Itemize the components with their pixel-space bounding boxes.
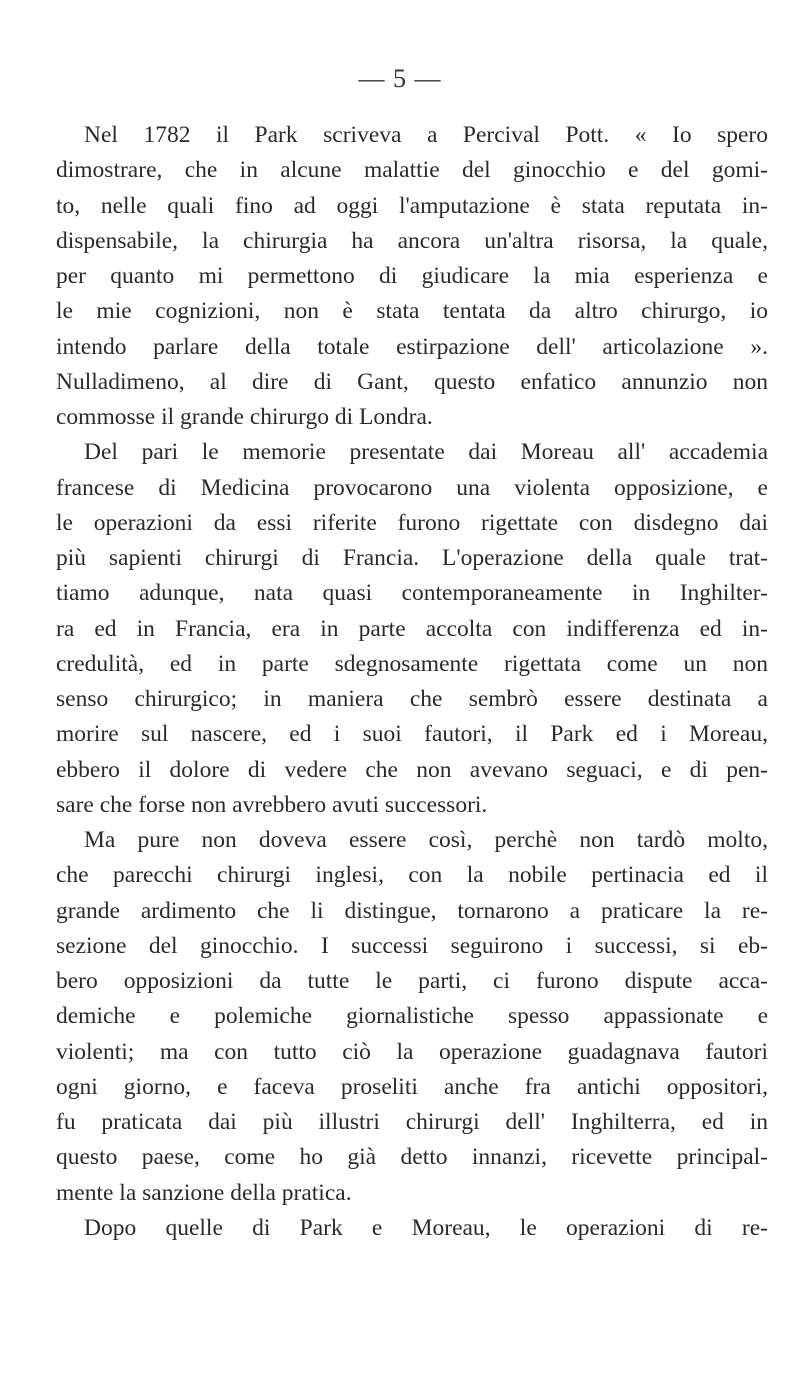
text-line: ra ed in Francia, era in parte accolta con indifferenza ed in- <box>56 615 768 642</box>
text-line: Ma pure non doveva essere così, perchè non tardò molto, <box>84 827 768 853</box>
text-line: ogni giorno, e faceva proseliti anche fra antichi oppositori, <box>56 1073 768 1100</box>
text-line: dispensabile, la chirurgia ha ancora un'altra risorsa, la quale, <box>56 227 768 254</box>
text-line: violenti; ma con tutto ciò la operazione guadagnava fautori <box>56 1038 768 1065</box>
text-line: tiamo adunque, nata quasi contemporaneamente in Inghilter- <box>56 580 768 607</box>
text-line: ebbero il dolore di vedere che non avevano seguaci, e di pen- <box>56 756 768 783</box>
text-line: sare che forse non avrebbero avuti successori. <box>56 791 488 818</box>
text-line: intendo parlare della totale estirpazione dell' articolazione ». <box>56 333 768 360</box>
body-text <box>56 118 768 1246</box>
text-line: che parecchi chirurgi inglesi, con la nobile pertinacia ed il <box>56 862 768 889</box>
text-line: Nel 1782 il Park scriveva a Percival Pott. « Io spero <box>84 122 768 148</box>
text-line: per quanto mi permettono di giudicare la mia esperienza e <box>56 263 768 289</box>
text-line: bero opposizioni da tutte le parti, ci furono dispute acca- <box>56 968 768 994</box>
text-line: le operazioni da essi riferite furono rigettate con disdegno dai <box>56 509 768 536</box>
text-line: francese di Medicina provocarono una violenta opposizione, e <box>56 474 768 501</box>
text-line: mente la sanzione della pratica. <box>56 1179 352 1206</box>
text-line: più sapienti chirurgi di Francia. L'operazione della quale trat- <box>56 545 768 571</box>
text-line: Del pari le memorie presentate dai Moreau all' accademia <box>84 439 768 466</box>
text-line: demiche e polemiche giornalistiche spesso appassionate e <box>56 1003 768 1030</box>
text-line: le mie cognizioni, non è stata tentata da altro chirurgo, io <box>56 298 768 325</box>
text-line: senso chirurgico; in maniera che sembrò essere destinata a <box>56 686 768 712</box>
text-line: grande ardimento che li distingue, tornarono a praticare la re- <box>56 897 768 924</box>
page-number: — 5 — <box>358 64 442 93</box>
text-line: fu praticata dai più illustri chirurgi dell' Inghilterra, ed in <box>56 1109 768 1135</box>
text-line: Dopo quelle di Park e Moreau, le operazioni di re- <box>84 1214 768 1241</box>
text-line: commosse il grande chirurgo di Londra. <box>56 404 433 430</box>
text-line: sezione del ginocchio. I successi seguirono i successi, si eb- <box>56 932 768 959</box>
text-line: Nulladimeno, al dire di Gant, questo enfatico annunzio non <box>56 368 768 395</box>
text-line: to, nelle quali fino ad oggi l'amputazione è stata reputata in- <box>56 192 768 219</box>
text-line: credulità, ed in parte sdegnosamente rigettata come un non <box>56 650 768 677</box>
text-line: morire sul nascere, ed i suoi fautori, il Park ed i Moreau, <box>56 721 768 748</box>
text-line: questo paese, come ho già detto innanzi, ricevette principal- <box>56 1144 768 1171</box>
text-line: dimostrare, che in alcune malattie del ginocchio e del gomi- <box>56 157 768 184</box>
